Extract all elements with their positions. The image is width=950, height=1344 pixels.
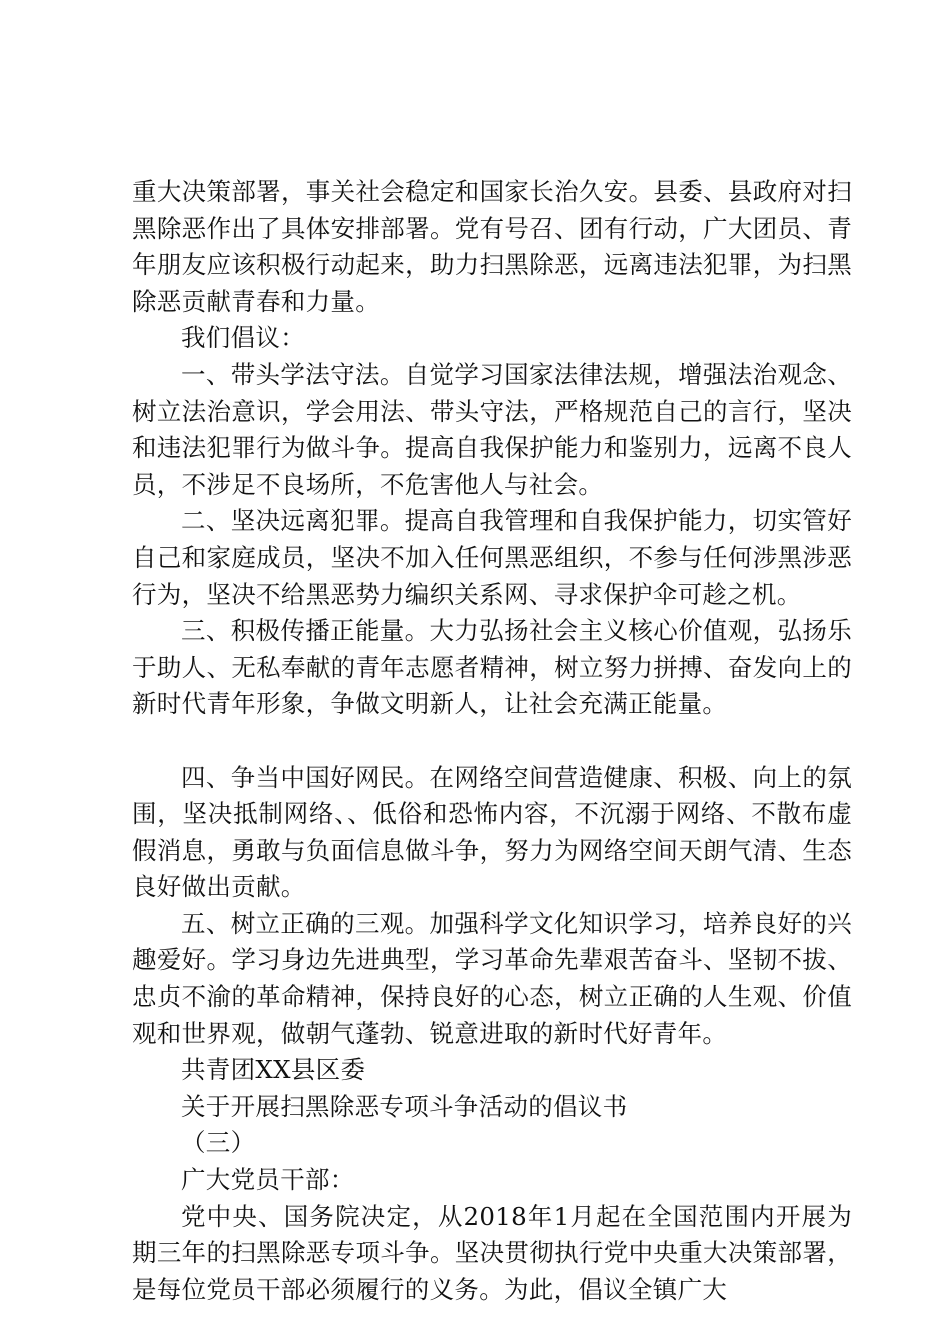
document-body: [132, 174, 852, 1308]
signature-organization: 共青团XX县区委: [181, 1055, 366, 1085]
proposal-item-2: 二、坚决远离犯罪。提高自我管理和自我保护能力，切实管好自己和家庭成员，坚决不加入任何黑恶组织，不参与任何涉黑涉恶行为，坚决不给黑恶势力编织关系网、寻求保护伞可趁之机。: [132, 506, 852, 609]
proposal-intro: 我们倡议：: [181, 323, 305, 353]
salutation: 广大党员干部：: [181, 1165, 355, 1195]
section-title: 关于开展扫黑除恶专项斗争活动的倡议书: [181, 1091, 628, 1121]
proposal-item-3: 三、积极传播正能量。大力弘扬社会主义核心价值观，弘扬乐于助人、无私奉献的青年志愿者精神，树立努力拼搏、奋发向上的新时代青年形象，争做文明新人，让社会充满正能量。: [132, 616, 852, 719]
proposal-item-5: 五、树立正确的三观。加强科学文化知识学习，培养良好的兴趣爱好。学习身边先进典型，学习革命先辈艰苦奋斗、坚韧不拔、忠贞不渝的革命精神，保持良好的心态，树立正确的人生观、价值观和世界观，做朝气蓬勃、锐意进取的新时代好青年。: [132, 908, 852, 1048]
proposal-item-1: 一、带头学法守法。自觉学习国家法律法规，增强法治观念、树立法治意识，学会用法、带头守法，严格规范自己的言行，坚决和违法犯罪行为做斗争。提高自我保护能力和鉴别力，远离不良人员，不涉足不良场所，不危害他人与社会。: [132, 359, 852, 499]
proposal-item-4: 四、争当中国好网民。在网络空间营造健康、积极、向上的氛围，坚决抵制网络、、低俗和恐怖内容，不沉溺于网络、不散布虚假消息，勇敢与负面信息做斗争，努力为网络空间天朗气清、生态良好做出贡献。: [132, 762, 852, 902]
body-paragraph-final: 党中央、国务院决定，从2018年1月起在全国范围内开展为期三年的扫黑除恶专项斗争。坚决贯彻执行党中央重大决策部署，是每位党员干部必须履行的义务。为此，倡议全镇广大: [132, 1201, 852, 1304]
section-number: （三）: [181, 1128, 256, 1158]
body-paragraph: 重大决策部署，事关社会稳定和国家长治久安。县委、县政府对扫黑除恶作出了具体安排部署。党有号召、团有行动，广大团员、青年朋友应该积极行动起来，助力扫黑除恶，远离违法犯罪，为扫黑除恶贡献青春和力量。: [132, 177, 852, 316]
